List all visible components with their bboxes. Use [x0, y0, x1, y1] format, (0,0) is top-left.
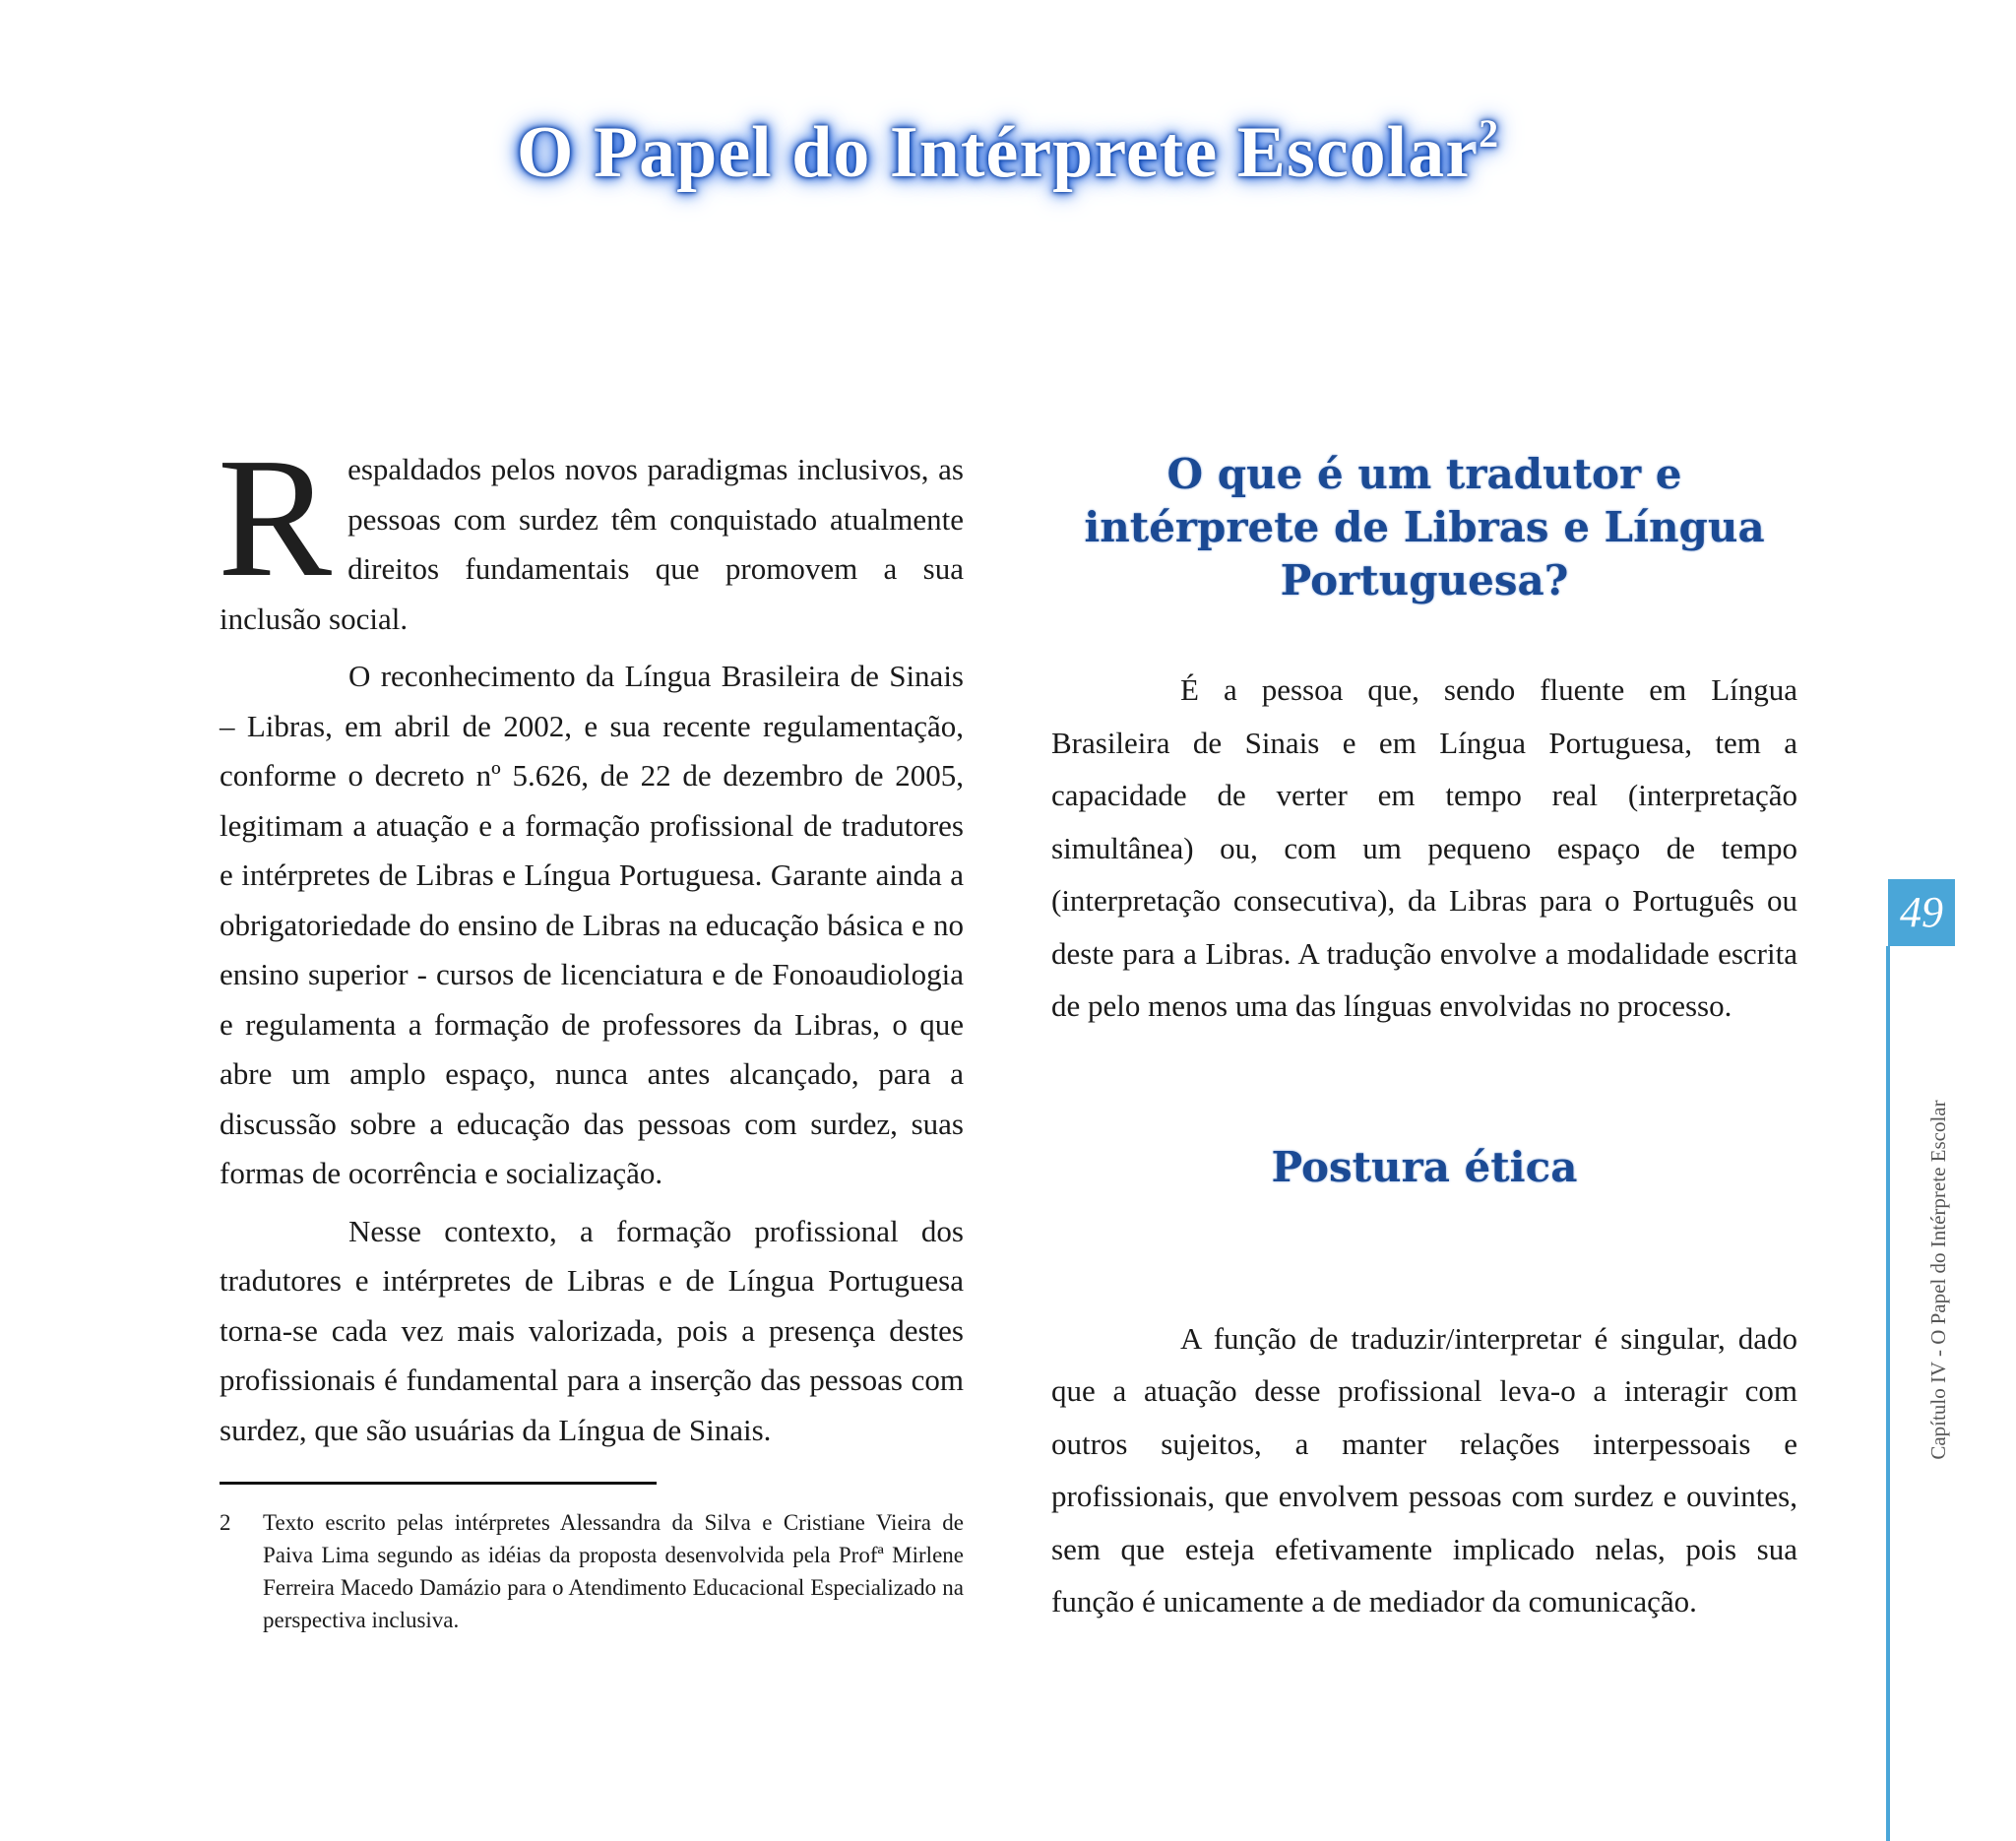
footnote-text: Texto escrito pelas intérpretes Alessandra da Silva e Cristiane Vieira de Paiva Lima segundo as idéias da proposta desenvolvida pela Profª Mirlene Ferreira Macedo Damázio para o Atendimento Educacional Especializado na perspectiva inclusiva. [263, 1510, 964, 1632]
intro-paragraph-text: espaldados pelos novos paradigmas inclusivos, as pessoas com surdez têm conquistado atualmente direitos fundamentais que promovem a sua inclusão social. [220, 452, 964, 636]
page-title-text: O Papel do Intérprete Escolar [516, 112, 1480, 193]
section-heading-translator: O que é um tradutor e intérprete de Libras e Língua Portuguesa? [1084, 450, 1765, 604]
body-paragraph-definition: É a pessoa que, sendo fluente em Língua Brasileira de Sinais e em Língua Portuguesa, tem a capacidade de verter em tempo real (interpretação simultânea) ou, com um pequeno espaço de tempo (interpretação consecutiva), da Libras para o Português ou deste para a Libras. A tradução envolve a modalidade escrita de pelo menos uma das línguas envolvidas no processo. [1051, 672, 1797, 1023]
drop-cap: R [218, 422, 333, 612]
running-header: Capítulo IV - O Papel do Intérprete Escolar [1926, 1100, 1950, 1460]
footnote-number: 2 [220, 1510, 231, 1535]
page-number: 49 [1888, 879, 1955, 946]
intro-paragraph [218, 422, 964, 644]
section-heading-ethics: Postura ética [1271, 1142, 1578, 1191]
footnote-divider [220, 1482, 657, 1485]
title-footnote-ref: 2 [1479, 111, 1500, 156]
right-column [1051, 445, 1797, 1628]
body-paragraph-libras: O reconhecimento da Língua Brasileira de Sinais – Libras, em abril de 2002, e sua recente regulamentação, conforme o decreto nº 5.626, de 22 de dezembro de 2005, legitimam a atuação e a formação profissional de tradutores e intérpretes de Libras e Língua Portuguesa. Garante ainda a obrigatoriedade do ensino de Libras na educação básica e no ensino superior - cursos de licenciatura e de Fonoaudiologia e regulamenta a formação de professores da Libras, o que abre um amplo espaço, nunca antes alcançado, para a discussão sobre a educação das pessoas com surdez, suas formas de ocorrência e socialização. [220, 659, 964, 1190]
side-rule [1886, 946, 1890, 1841]
body-paragraph-context: Nesse contexto, a formação profissional dos tradutores e intérpretes de Libras e de Língua Portuguesa torna-se cada vez mais valorizada, pois a presença destes profissionais é fundamental para a inserção das pessoas com surdez, que são usuárias da Língua de Sinais. [220, 1213, 964, 1447]
footnote [220, 1506, 964, 1636]
page-title [0, 110, 2016, 195]
left-column [218, 422, 964, 1636]
body-paragraph-ethics: A função de traduzir/interpretar é singular, dado que a atuação desse profissional leva-o a interagir com outros sujeitos, a manter relações interpessoais e profissionais, que envolvem pessoas com surdez e ouvintes, sem que esteja efetivamente implicado nelas, pois sua função é unicamente a de mediador da comunicação. [1051, 1320, 1797, 1619]
